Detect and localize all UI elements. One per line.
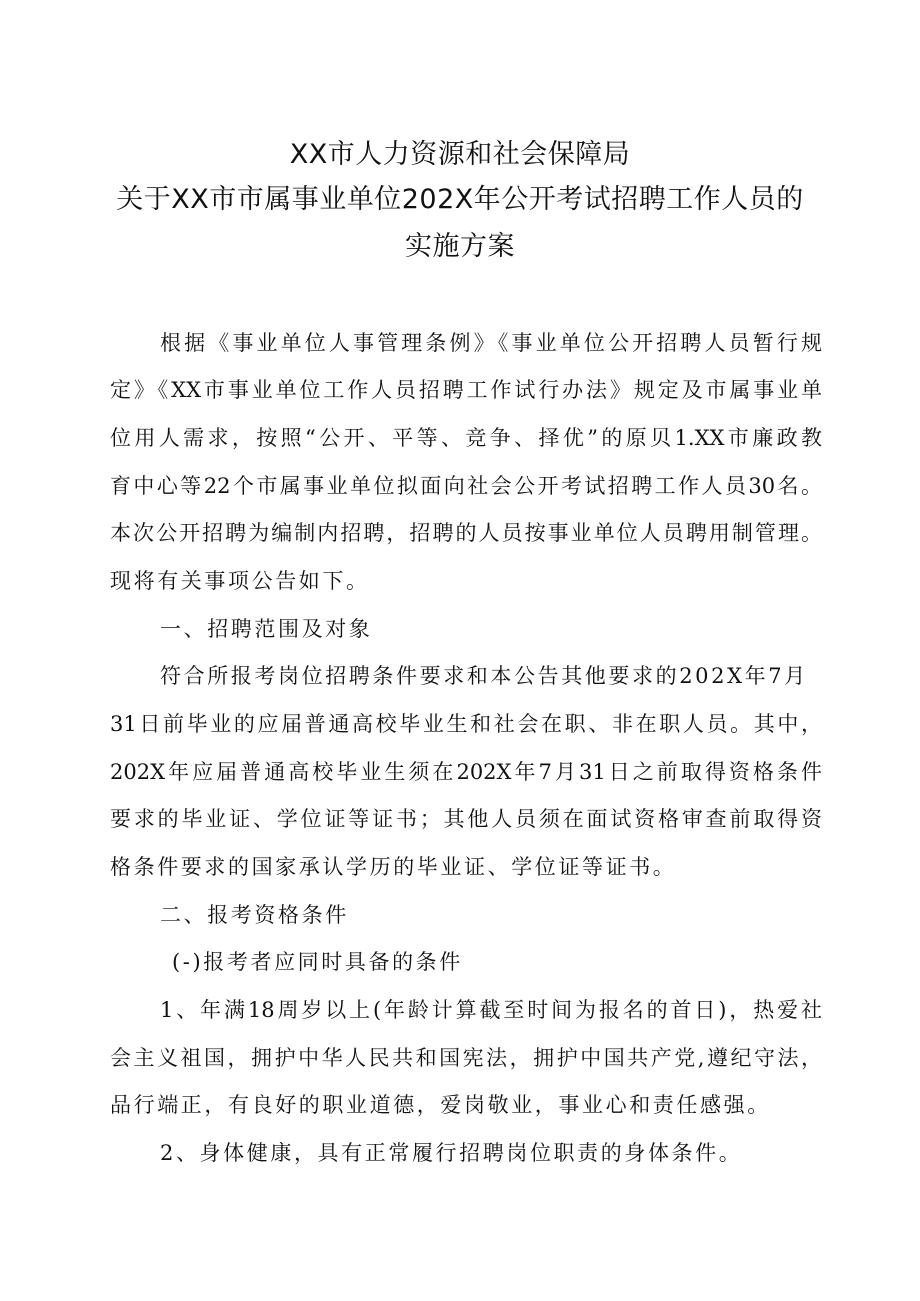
body-line: 现将有关事项公告如下。 xyxy=(110,569,370,593)
body-line: 符合所报考岗位招聘条件要求和本公告其他要求的202X年7月 xyxy=(160,664,808,688)
body-line: 定》《XX市事业单位工作人员招聘工作试行办法》规定及市属事业单 xyxy=(110,378,822,402)
body-line: 31日前毕业的应届普通高校毕业生和社会在职、非在职人员。其中， xyxy=(110,712,822,736)
body-line: 品行端正，有良好的职业道德，爱岗敬业，事业心和责任感强。 xyxy=(110,1093,771,1117)
body-line: 202X年应届普通高校毕业生须在202X年7月31日之前取得资格条件 xyxy=(110,760,822,784)
section-heading: 二、报考资格条件 xyxy=(160,903,349,927)
body-line: 2、身体健康，具有正常履行招聘岗位职责的身体条件。 xyxy=(160,1141,743,1165)
body-line: 位用人需求，按照“公开、平等、竞争、择优”的原贝1.XX市廉政教 xyxy=(110,426,822,450)
body-line: 格条件要求的国家承认学历的毕业证、学位证等证书。 xyxy=(110,855,677,879)
section-heading: 一、招聘范围及对象 xyxy=(160,617,373,641)
document-title-line-3: 实施方案 xyxy=(405,231,515,262)
document-title-line-1: XX市人力资源和社会保障局 xyxy=(289,139,631,170)
body-line: 1、年满18周岁以上(年龄计算截至时间为报名的首日)，热爱社 xyxy=(160,998,822,1022)
body-line: 要求的毕业证、学位证等证书；其他人员须在面试资格审查前取得资 xyxy=(110,807,822,831)
document-title-line-2: 关于XX市市属事业单位202X年公开考试招聘工作人员的 xyxy=(116,184,804,215)
body-line: 会主义祖国，拥护中华人民共和国宪法，拥护中国共产党,遵纪守法， xyxy=(110,1046,822,1070)
subsection-heading: (-)报考者应同时具备的条件 xyxy=(172,950,463,974)
body-line: 根据《事业单位人事管理条例》《事业单位公开招聘人员暂行规 xyxy=(160,331,822,355)
body-line: 育中心等22个市属事业单位拟面向社会公开考试招聘工作人员30名。 xyxy=(110,474,822,498)
body-line: 本次公开招聘为编制内招聘，招聘的人员按事业单位人员聘用制管理。 xyxy=(110,521,822,545)
